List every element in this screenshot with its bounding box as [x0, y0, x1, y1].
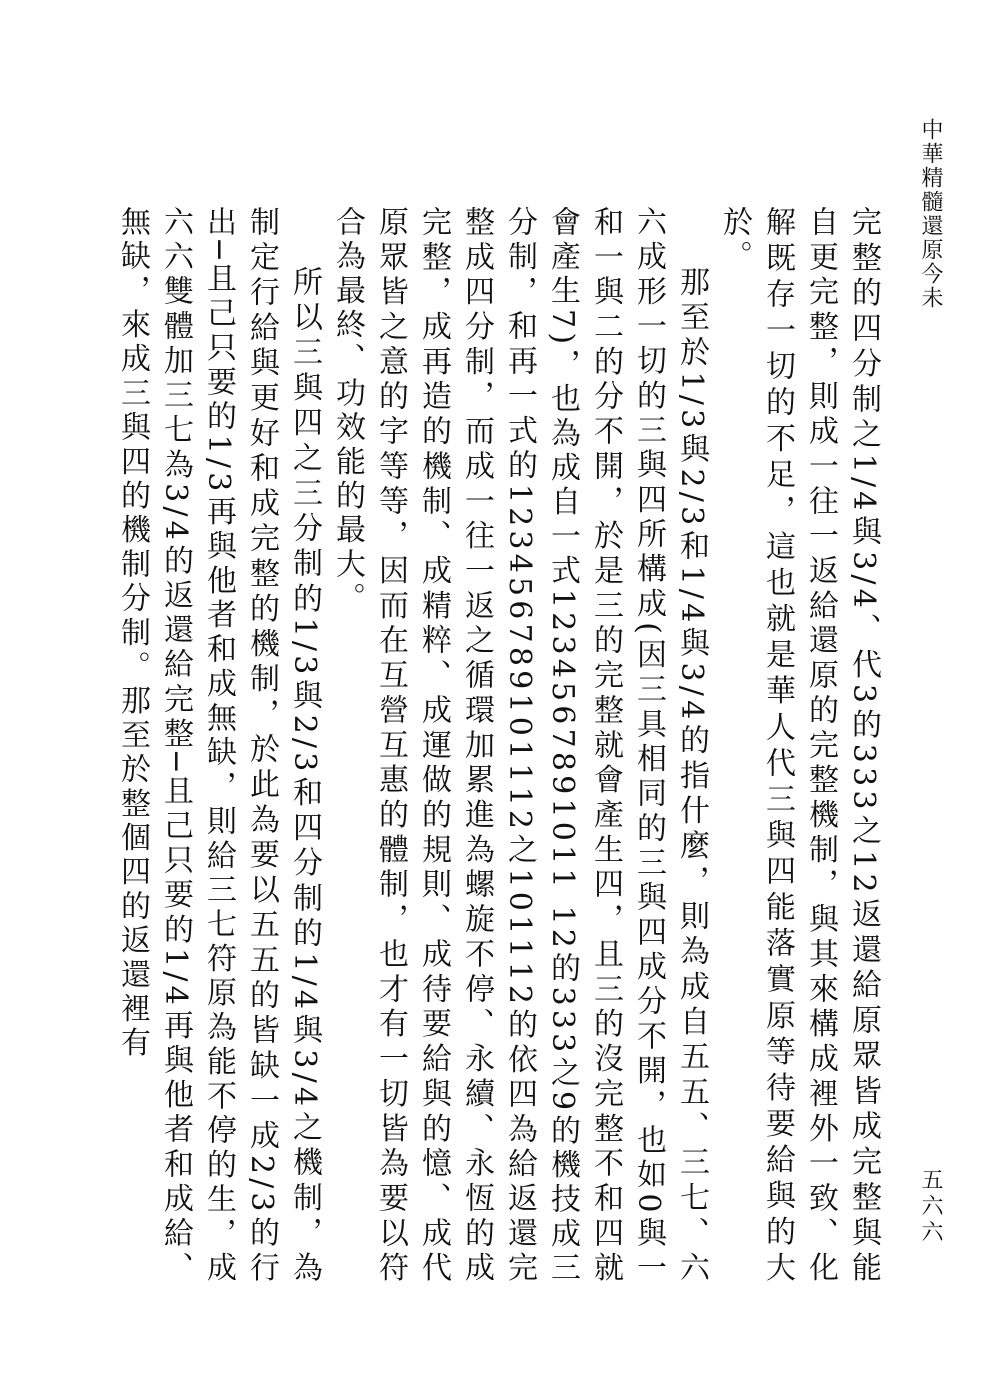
running-title: 中華精髓還原今未 — [918, 118, 943, 310]
page-number: 五六六 — [918, 1168, 943, 1246]
paragraph-2: 那至於1/3與2/3和1/4與3/4的指什麼，則為成自五五、三七、六六成形一切的三與四所構成(因三具相同的三與四成分不開，也如0與一和一與二的分不開，於是三的完整就會產生四，且三的沒完整不和四就會產生7)，也為成自一式1234567891011 12的333之9的機技成三分制，和再一式的123456789101112之101112的依四為給返還完整成四分制，而成一往一返之循環加累進為螺旋不停、永續、永恆的成完整，成再造的機制、成精粹、成運做的規則、成待要給與的憶、成代原眾皆之意的字等等，因而在互營互惠的體制，也才有一切皆為要以符合為最終、功效能的最大。 — [330, 206, 709, 1286]
body-text — [115, 206, 885, 1286]
paragraph-1: 完整的四分制之1/4與3/4、代3的333之12返還給原眾皆成完整與能自更完整，則成一往一返給還原的完整機制，與其來構成裡外一致、化解既存一切的不足，這也就是華人代三與四能落實原等待要給與的大於。 — [717, 206, 881, 1286]
paragraph-3: 所以三與四之三分制的1/3與2/3和四分制的1/4與3/4之機制，為制定行給與更好和成完整的機制，於此為要以五五的皆缺一成2/3的行出─且己只要的1/3再與他者和成無缺，則給三七符原為能不停的生，成六六雙體加三七為3/4的返還給完整─且己只要的1/4再與他者和成給、無缺，來成三與四的機制分制。那至於整個四的返還裡有 — [115, 206, 322, 1286]
